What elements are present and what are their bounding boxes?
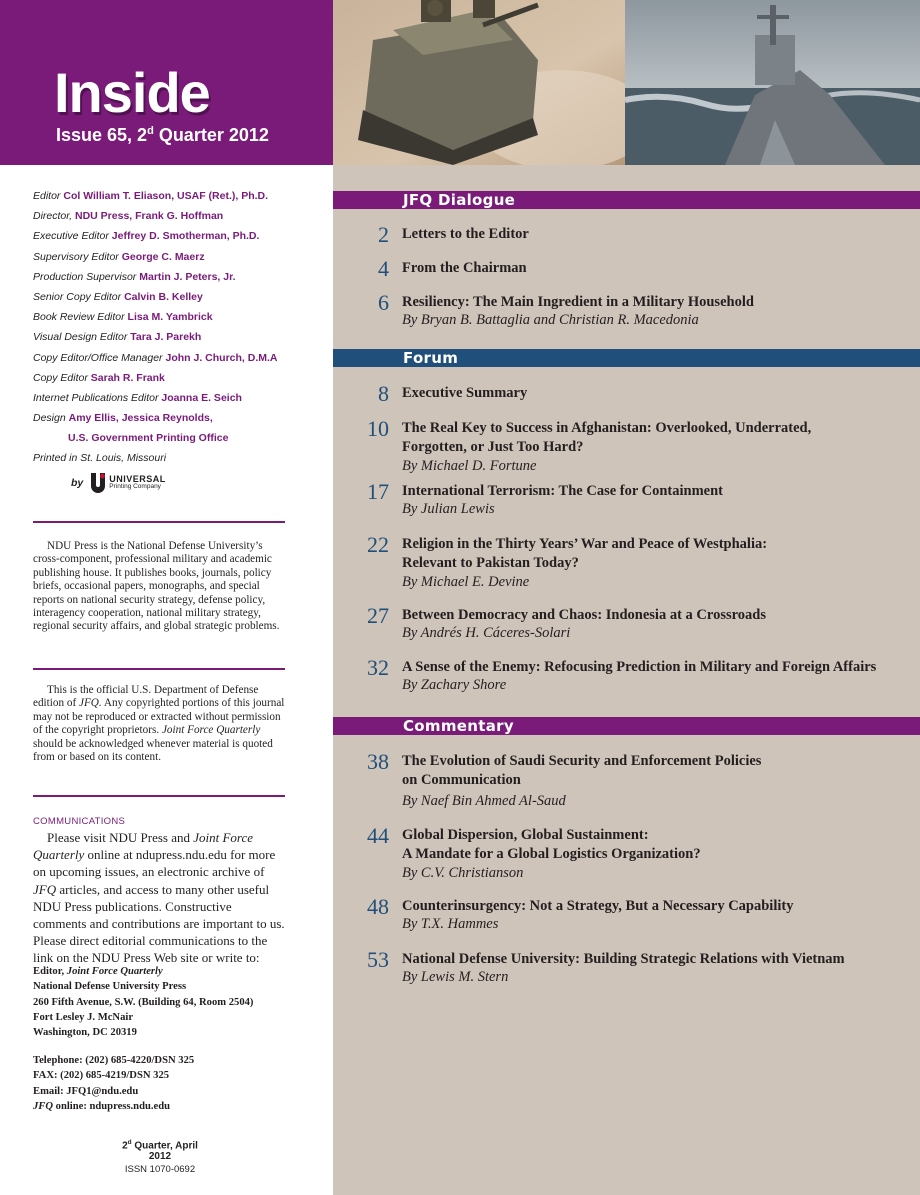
section-band-commentary: Commentary	[333, 717, 920, 735]
article-title: National Defense University: Building Strategic Relations with Vietnam	[402, 951, 845, 967]
page-number: 6	[378, 290, 389, 315]
article-author: By Julian Lewis	[402, 501, 495, 517]
staff-row: Copy Editor Sarah R. Frank	[33, 371, 165, 384]
article-title: Resiliency: The Main Ingredient in a Military Household	[402, 294, 754, 310]
article-author: By Naef Bin Ahmed Al-Saud	[402, 793, 566, 809]
article-author: By Michael E. Devine	[402, 574, 530, 590]
article-title: Relevant to Pakistan Today?	[402, 555, 579, 571]
staff-row: Design Amy Ellis, Jessica Reynolds,	[33, 412, 213, 425]
article-author: By T.X. Hammes	[402, 916, 499, 932]
tank-photo	[333, 0, 625, 165]
design-org: U.S. Government Printing Office	[68, 432, 229, 445]
divider	[33, 795, 285, 797]
page-number: 38	[367, 749, 389, 774]
article-author: By Michael D. Fortune	[402, 458, 537, 474]
staff-row: Editor Col William T. Eliason, USAF (Ret.), Ph.D.	[33, 190, 269, 202]
page-number: 2	[378, 222, 389, 247]
article-author: By Zachary Shore	[402, 677, 507, 693]
article-author: By Andrés H. Cáceres-Solari	[402, 625, 571, 641]
article-author: By C.V. Christianson	[402, 865, 524, 881]
article-title: on Communication	[402, 772, 521, 788]
masthead-header	[0, 0, 333, 165]
footer: 2$^d$ Quarter, April 2012 ISSN 1070-0692	[122, 1139, 198, 1176]
email[interactable]: Email: JFQ1@ndu.edu	[33, 1085, 139, 1097]
section-band-dialogue: JFQ Dialogue	[333, 191, 920, 209]
page-number: 27	[367, 603, 389, 628]
article-title: A Sense of the Enemy: Refocusing Prediction in Military and Foreign Affairs	[402, 659, 877, 675]
article-title: Executive Summary	[402, 385, 528, 401]
divider	[33, 521, 285, 523]
divider	[33, 668, 285, 670]
article-title: Global Dispersion, Global Sustainment:	[402, 827, 649, 843]
staff-row: Supervisory Editor George C. Maerz	[33, 250, 205, 263]
article-title: Counterinsurgency: Not a Strategy, But a Necessary Capability	[402, 898, 794, 914]
page-number: 48	[367, 894, 389, 919]
article-title: A Mandate for a Global Logistics Organization?	[402, 846, 701, 862]
page-number: 10	[367, 416, 389, 441]
printed-in: Printed in St. Louis, Missouri	[33, 452, 167, 465]
staff-row: Book Review Editor Lisa M. Yambrick	[33, 311, 213, 324]
about-paragraph: NDU Press is the National Defense University’s cross-component, professional military and academic publishing house. It publishes books, journals, policy briefs, occasional papers, monographs, and special reports on national security strategy, defense policy, interagency cooperation, national military strategy, regional security affairs, and global strategic problems.	[33, 540, 280, 633]
staff-row: Director, NDU Press, Frank G. Hoffman	[33, 210, 224, 223]
article-title: International Terrorism: The Case for Containment	[402, 483, 724, 499]
article-author: By Bryan B. Battaglia and Christian R. Macedonia	[402, 312, 699, 328]
communications-paragraph: Please visit NDU Press and Joint Force Quarterly online at ndupress.ndu.edu for more on upcoming issues, an electronic archive of JFQ articles, and access to many other useful NDU Press publications. Constructive comments and contributions are important to us. Please direct editorial communications to the link on the NDU Press Web site or write to:	[33, 830, 285, 966]
page-number: 32	[367, 655, 389, 680]
staff-row: Production Supervisor Martin J. Peters, Jr.	[33, 270, 236, 283]
article-title: From the Chairman	[402, 260, 527, 276]
website[interactable]: JFQ online: ndupress.ndu.edu	[33, 1100, 170, 1112]
ship-photo	[625, 0, 920, 165]
inside-title: Inside	[54, 61, 210, 124]
staff-row: Executive Editor Jeffrey D. Smotherman, Ph.D.	[33, 230, 260, 243]
article-title: Letters to the Editor	[402, 226, 529, 242]
article-title: Religion in the Thirty Years’ War and Peace of Westphalia:	[402, 536, 768, 552]
page-number: 4	[378, 256, 389, 281]
phone: Telephone: (202) 685-4220/DSN 325	[33, 1055, 195, 1066]
printer-logo: by UNIVERSAL Printing Company	[33, 471, 285, 495]
article-title: Between Democracy and Chaos: Indonesia at a Crossroads	[402, 607, 766, 623]
section-band-forum: Forum	[333, 349, 920, 367]
page-number: 53	[367, 947, 389, 972]
universal-logo-icon	[91, 473, 105, 493]
staff-row: Senior Copy Editor Calvin B. Kelley	[33, 290, 203, 303]
mailing-address: Editor, Joint Force Quarterly National Defense University Press 260 Fifth Avenue, S.W. (Building 64, Room 2504) Fort Lesley J. McNair Washington, DC 20319	[33, 966, 254, 1039]
page-number: 44	[367, 823, 389, 848]
article-title: The Evolution of Saudi Security and Enforcement Policies	[402, 753, 762, 769]
staff-row: Internet Publications Editor Joanna E. Seich	[33, 391, 242, 404]
page-number: 17	[367, 479, 389, 504]
article-author: By Lewis M. Stern	[402, 969, 509, 985]
issue-line: Issue 65, 2$^d$ Quarter 2012	[56, 125, 269, 145]
page-number: 8	[378, 381, 389, 406]
official-paragraph: This is the official U.S. Department of Defense edition of JFQ. Any copyrighted portions of this journal may not be reproduced or extracted without permission of the copyright proprietors. Joint Force Quarterly should be acknowledged whenever material is quoted from or based on its content.	[33, 684, 285, 764]
staff-row: Copy Editor/Office Manager John J. Church, D.M.A	[33, 351, 278, 364]
fax: FAX: (202) 685-4219/DSN 325	[33, 1070, 170, 1082]
article-title: The Real Key to Success in Afghanistan: Overlooked, Underrated,	[402, 420, 812, 436]
page-number: 22	[367, 532, 389, 557]
staff-list	[33, 190, 285, 495]
staff-row: Visual Design Editor Tara J. Parekh	[33, 331, 202, 344]
contact-info	[33, 1053, 194, 1114]
communications-heading: COMMUNICATIONS	[33, 816, 126, 827]
article-title: Forgotten, or Just Too Hard?	[402, 439, 584, 455]
